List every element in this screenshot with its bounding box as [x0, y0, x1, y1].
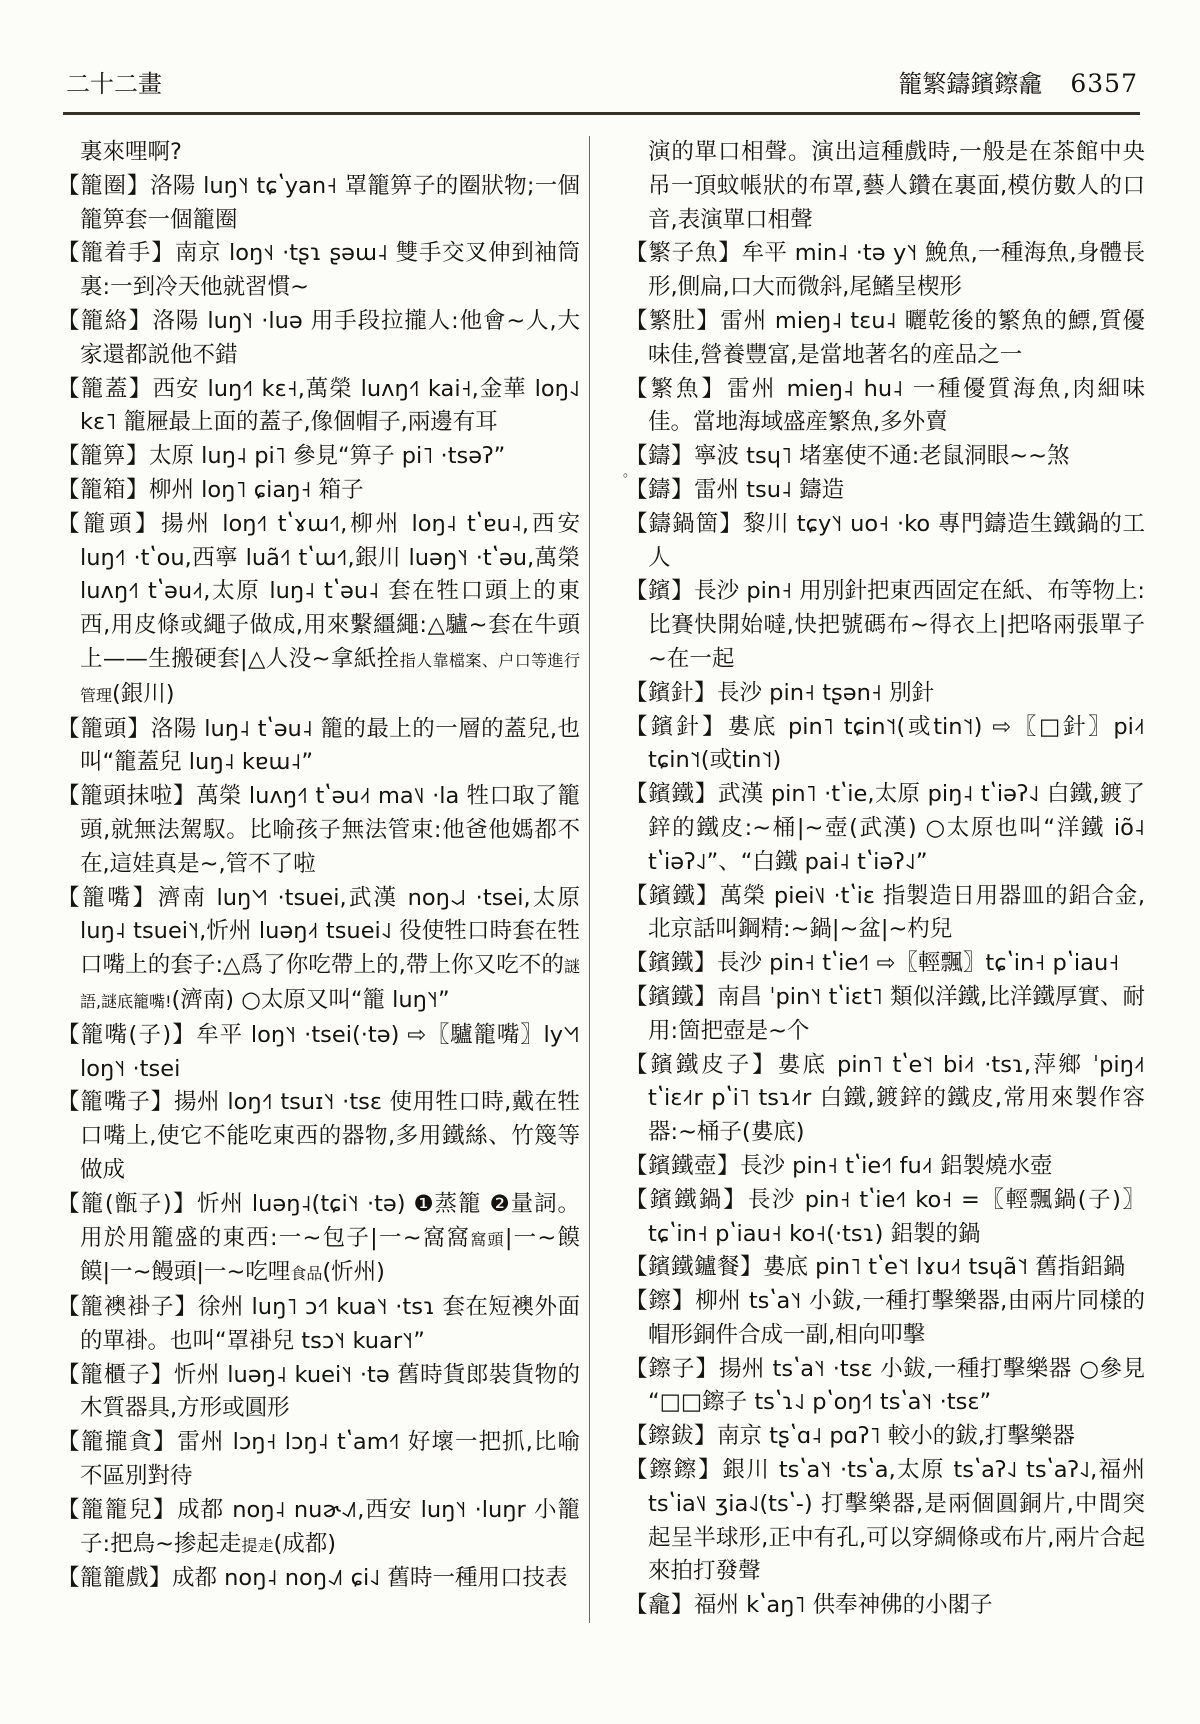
- entry-body-text: 徐州 luŋ˥ ɔ˧˥ kua˥˧ ·tsɿ 套在短襖外面的單褂。也叫“罩褂兒 tsɔ˥˧ kuar˥˧”: [80, 1294, 580, 1354]
- entry-headword: 【鑌鐵鍋】: [625, 1186, 748, 1213]
- entry-headword: 【繁子魚】: [625, 240, 742, 267]
- dictionary-entry: [57, 1359, 580, 1427]
- entry-body-text: 洛陽 luŋ˥˧ ·luə 用手段拉攏人:他會~人,大家還都説他不錯: [80, 307, 580, 368]
- entry-body-text: 成都 noŋ˨ nuɚ˨˩˥,西安 luŋ˥˧ ·luŋr 小籠子:把鳥~掺起走: [80, 1496, 580, 1557]
- entry-headword: 【籠圈】: [57, 172, 151, 199]
- header-rule: [63, 112, 1140, 115]
- entry-note-small: 提走: [241, 1535, 274, 1555]
- dictionary-entry: [57, 1562, 580, 1596]
- entry-note-small: 謎語,謎底籠嘴!: [80, 957, 580, 1011]
- entry-body-text: |一~饃饃|一~饅頭|一~吃哩: [80, 1224, 580, 1286]
- entry-body-text: 長沙 pin˧ tʂən˧ 別針: [717, 679, 935, 706]
- entry-headword: 【籠籠兒】: [57, 1496, 178, 1523]
- entry-body-text: 寧波 tsɥ˥ 堵塞使不通:老鼠洞眼~~煞: [694, 443, 1070, 470]
- entry-headword: 【鑌鐵】: [625, 781, 718, 808]
- left-column: [57, 136, 580, 1623]
- entry-body-text: 長沙 pin˧ tʽie˧˥ ko˧ =〖輕飄鍋(子)〗tɕʽin˧ pʽiau˧ ko˧(·tsɿ) 鋁製的鍋: [648, 1186, 1145, 1247]
- entry-headword: 【籠嘴】: [57, 884, 158, 911]
- entry-body-text: 黎川 tɕy˥˧ uo˧ ·ko 專門鑄造生鐵鍋的工人: [648, 510, 1145, 571]
- entry-body-text: 南昌 ˈpin˥˧ tʽiɛt˥ 類似洋鐵,比洋鐵厚實、耐用:箇把壺是~个: [648, 983, 1145, 1044]
- entry-continuation: [625, 136, 1145, 237]
- entry-body-text: 濟南 luŋ˥˧˥ ·tsuei,武漢 noŋ˨˩˨ ·tsei,太原 luŋ˨ tsuei˥˧,忻州 luəŋ˨˦ tsuei˨˩ 役使牲口時套在牲口嘴上的套子:△爲了你吃帶上的,帶上你又吃不的: [80, 884, 580, 979]
- dictionary-entry: [57, 1019, 580, 1087]
- dictionary-entry: [625, 508, 1145, 576]
- entry-body-text: 演的單口相聲。演出這種戲時,一般是在茶館中央吊一頂蚊帳狀的布罩,藝人鑽在裏面,模仿數人的口音,表演單口相聲: [648, 139, 1145, 233]
- dictionary-entry: [625, 1454, 1145, 1589]
- header-right: [898, 64, 1138, 99]
- dictionary-entry: [57, 440, 580, 474]
- entry-body-text: 長沙 pin˧ tʽie˧˥ fu˨˦ 鋁製燒水壺: [740, 1152, 1053, 1179]
- entry-headword: 【籠箅】: [57, 443, 150, 470]
- entry-body-text: 忻州 luəŋ˨ kuei˥˧ ·tə 舊時貨郎裝貨物的木質器具,方形或圓形: [80, 1361, 580, 1422]
- entry-note-small: 食品: [290, 1264, 323, 1284]
- entry-headword: 【鑔】: [625, 1288, 696, 1315]
- dictionary-entry: [57, 508, 580, 713]
- entry-body-text: (銀川): [112, 680, 175, 707]
- dictionary-entry: [57, 780, 580, 881]
- entry-headword: 【鑌鐵】: [625, 983, 718, 1010]
- entry-headword: 【鑔鈸】: [625, 1423, 718, 1450]
- entry-headword: 【鑔子】: [625, 1355, 719, 1382]
- entry-headword: 【鑄】 。: [625, 443, 694, 469]
- entry-headword: 【籠箱】: [57, 476, 150, 503]
- dictionary-entry: [625, 474, 1145, 508]
- dictionary-entry: [625, 237, 1145, 305]
- entry-headword: 【籠嘴子】: [57, 1089, 175, 1116]
- entry-headword: 【鑄鍋箇】: [625, 510, 743, 537]
- dictionary-entry: [57, 713, 580, 781]
- dictionary-entry: [625, 677, 1145, 711]
- entry-body-text: 洛陽 luŋ˨ tʽəu˨ 籠的最上的一層的蓋兒,也叫“籠蓋兒 luŋ˨ kɐɯ˨”: [80, 715, 580, 776]
- dictionary-entry: [57, 373, 580, 441]
- dictionary-entry: [57, 1188, 580, 1291]
- entry-body-text: 揚州 tsʽa˥˧ ·tsɛ 小鈸,一種打擊樂器 ○參見“□□鑔子 tsʽɿ˨˩ pʽoŋ˧˥ tsʽa˥˧ ·tsɛ”: [648, 1355, 1145, 1416]
- entry-headword: 【籠(甑子)】: [57, 1190, 197, 1217]
- dictionary-entry: [625, 1251, 1145, 1285]
- entry-body-text: 萬榮 piei˥˩ ·tʽiɛ 指製造日用器皿的鋁合金,北京話叫鋼精:~鍋|~盆|~杓兒: [648, 882, 1145, 943]
- entry-body-text: 銀川 tsʽa˥˧ ·tsʽa,太原 tsʽaʔ˨˩ tsʽaʔ˨˩,福州 tsʽia˥˩ ʒia˨˩(tsʽ-) 打擊樂器,是兩個圓銅片,中間突起呈半球形,正中有孔,可以穿綢條或布片,兩片合起來拍打發聲: [648, 1457, 1145, 1585]
- entry-body-text: 洛陽 luŋ˥˧ tɕʽyan˧ 罩籠箅子的圈狀物;一個籠箅套一個籠圈: [80, 172, 580, 233]
- entry-body-text: 長沙 pin˧ 用別針把東西固定在紙、布等物上:比賽快開始噠,快把號碼布~得衣上|把咯兩張單子~在一起: [648, 578, 1145, 672]
- dictionary-entry: [57, 1494, 580, 1563]
- entry-headword: 【繁魚】: [625, 375, 727, 402]
- entry-body-text: 揚州 loŋ˧˥ tʽɤɯ˧˥,柳州 loŋ˨ tʽɐu˨,西安 luŋ˧˥ ·tʽou,西寧 luã˧˥ tʽɯ˧˥,銀川 luəŋ˥˧ ·tʽəu,萬榮 luʌŋ˧˥ tʽəu˨˦,太原 luŋ˨ tʽəu˨ 套在牲口頭上的東西,用皮條或繩子做成,用來繫繮繩:△驢~套在牛頭上——生搬硬套|△人没~拿紙拴: [80, 510, 580, 672]
- entry-body-text: (忻州): [322, 1259, 385, 1286]
- entry-body-text: 揚州 loŋ˧˥ tsuɪ˥˧ ·tsɛ 使用牲口時,戴在牲口嘴上,使它不能吃東西的器物,多用鐵絲、竹篾等做成: [80, 1089, 580, 1183]
- dictionary-entry: [625, 373, 1145, 441]
- page-header: [66, 64, 1138, 99]
- entry-headword: 【籠蓋】: [57, 375, 153, 402]
- dictionary-entry: [57, 474, 580, 508]
- entry-headword: 【鑌鐵皮子】: [625, 1051, 778, 1078]
- dictionary-entry: [57, 305, 580, 373]
- dictionary-entry: [625, 1285, 1145, 1353]
- entry-headword: 【籠頭抹啦】: [57, 783, 197, 810]
- entry-headword: 【鑌鐵鑪餐】: [625, 1254, 764, 1281]
- entry-continuation: [57, 136, 580, 170]
- entry-body-text: 南京 loŋ˦˨ ·tʂɿ ʂəɯ˨ 雙手交叉伸到袖筒裏:一到冷天他就習慣~: [80, 240, 580, 301]
- text-columns: [57, 136, 1145, 1623]
- entry-headword: 【籠頭】: [57, 715, 151, 742]
- entry-body-text: 牟平 min˨ ·tə y˥˧ 鮸魚,一種海魚,身體長形,側扁,口大而微斜,尾鰭呈楔形: [648, 240, 1145, 301]
- entry-body-text: 西安 luŋ˧˥ kɛ˧,萬榮 luʌŋ˧˥ kai˧,金華 loŋ˨˩ kɛ˥ 籠屜最上面的蓋子,像個帽子,兩邊有耳: [80, 375, 580, 436]
- entry-headword: 【籠攏貪】: [57, 1429, 178, 1456]
- column-divider: [589, 136, 590, 1623]
- dictionary-entry: [57, 1426, 580, 1494]
- entry-body-text: 雷州 tsu˨ 鑄造: [694, 476, 845, 503]
- dictionary-entry: [57, 170, 580, 238]
- entry-headword: 【鑌鐵壺】: [625, 1152, 741, 1179]
- dictionary-entry: [57, 882, 580, 1019]
- guide-words: 籠繁鑄鑌鑔龕: [898, 70, 1043, 98]
- section-title: 二十二畫: [66, 70, 162, 98]
- entry-body-text: (成都): [273, 1530, 337, 1557]
- entry-headword: 【鑌鐵】: [625, 882, 720, 909]
- entry-headword: 【鑔鑔】: [625, 1457, 723, 1484]
- entry-note-small: 指人靠檔案、户口等進行管理: [80, 650, 580, 705]
- entry-body-text: 柳州 loŋ˥ ɕiaŋ˧ 箱子: [149, 476, 364, 503]
- dictionary-entry: [625, 440, 1145, 474]
- entry-headword: 【籠頭】: [57, 510, 162, 537]
- entry-body-text: 萬榮 luʌŋ˧˥ tʽəu˨˦ ma˥˩ ·la 牲口取了籠頭,就無法駕馭。比喻孩子無法管束:他爸他媽都不在,這娃真是~,管不了啦: [80, 783, 580, 877]
- entry-headword: 【籠嘴(子)】: [57, 1021, 197, 1048]
- entry-headword: 【龕】: [625, 1592, 695, 1619]
- dictionary-entry: [625, 711, 1145, 779]
- entry-body-text: 太原 luŋ˨ pi˥ 參見“箅子 pi˥ ·tsəʔ”: [149, 443, 506, 470]
- entry-headword: 【籠櫃子】: [57, 1361, 174, 1388]
- entry-body-text: 牟平 loŋ˥˧ ·tsei(·tə) ⇨〖驢籠嘴〗ly˥˧˥ loŋ˥˧ ·tsei: [80, 1021, 580, 1082]
- entry-body-text: 雷州 mieŋ˨ hu˨ 一種優質海魚,肉細味佳。當地海域盛産繁魚,多外賣: [648, 375, 1145, 436]
- dictionary-entry: [625, 778, 1145, 879]
- entry-headword: 【鑌鐵】: [625, 950, 718, 977]
- dictionary-entry: [57, 1291, 580, 1359]
- dictionary-entry: [625, 1353, 1145, 1421]
- dictionary-entry: [625, 981, 1145, 1049]
- entry-headword: 【繁肚】: [625, 307, 721, 334]
- entry-headword: 【籠籠戲】: [57, 1565, 173, 1592]
- dictionary-entry: [625, 947, 1145, 981]
- entry-body-text: 長沙 pin˧ tʽie˧˥ ⇨〖輕飄〗tɕʽin˧ pʽiau˧: [717, 950, 1120, 977]
- dictionary-entry: [625, 880, 1145, 948]
- entry-headword: 【鑄】: [625, 476, 695, 503]
- dictionary-entry: [57, 1086, 580, 1187]
- entry-headword: 【籠襖褂子】: [57, 1294, 198, 1321]
- entry-body-text: 婁底 pin˥ tɕin˥˦(或tin˥˦) ⇨〖□針〗pi˨˦ tɕin˥˦(或tin˥˦): [648, 713, 1145, 774]
- dictionary-entry: [625, 1589, 1145, 1623]
- entry-body-text: 雷州 mieŋ˨ tɛu˨ 曬乾後的繁魚的鰾,質優味佳,營養豐富,是當地著名的産品之一: [648, 307, 1145, 368]
- dictionary-entry: [625, 1420, 1145, 1454]
- entry-body-text: 武漢 pin˥ ·tʽie,太原 piŋ˨ tʽiəʔ˨˩ 白鐵,鍍了鋅的鐵皮:~桶|~壺(武漢) ○太原也叫“洋鐵 iõ˨ tʽiəʔ˨˩”、“白鐵 pai˨ tʽiəʔ˨˩”: [648, 781, 1145, 875]
- entry-headword: 【鑌】: [625, 578, 695, 605]
- entry-body-text: 忻州 luəŋ˨(tɕi˥˧ ·tə) ❶蒸籠 ❷量詞。用於用籠盛的東西:一~包子|一~窩窩: [80, 1190, 580, 1251]
- page-number: 6357: [1070, 69, 1138, 98]
- entry-body-text: 雷州 lɔŋ˧ lɔŋ˨ tʽam˧˥ 好壞一把抓,比喻不區別對待: [80, 1429, 580, 1490]
- dictionary-entry: [625, 1049, 1145, 1150]
- entry-body-text: 婁底 pin˥ tʽe˥˦ lɤu˨˦ tsɥã˥˦ 舊指鋁鍋: [763, 1254, 1126, 1281]
- dictionary-entry: [57, 237, 580, 305]
- dictionary-entry: [625, 305, 1145, 373]
- entry-body-text: 婁底 pin˥ tʽe˥˦ bi˨˦ ·tsɿ,萍鄉 ˈpiŋ˨˦ tʽiɛ˨˦r pʽi˥ tsɿ˨˦r 白鐵,鍍鋅的鐵皮,常用來製作容器:~桶子(婁底): [648, 1051, 1145, 1146]
- entry-headword: 【鑌針】: [625, 713, 728, 740]
- dictionary-entry: [625, 575, 1145, 676]
- dictionary-entry: [625, 1150, 1145, 1184]
- entry-body-text: 南京 tʂʽɑ˨ pɑʔ˥ 較小的鈸,打擊樂器: [717, 1423, 1075, 1450]
- entry-headword: 【鑌針】: [625, 679, 718, 706]
- entry-headword: 【籠絡】: [57, 307, 153, 334]
- right-column: [625, 136, 1145, 1623]
- entry-body-text: 福州 kʽaŋ˥ 供奉神佛的小閣子: [694, 1592, 993, 1619]
- entry-body-text: (濟南) ○太原又叫“籠 luŋ˥˧”: [171, 986, 450, 1013]
- entry-body-text: 柳州 tsʽa˥˧ 小鈸,一種打擊樂器,由兩片同樣的帽形銅件合成一副,相向叩擊: [648, 1288, 1145, 1348]
- entry-body-text: 成都 noŋ˨ noŋ˨˩˥ ɕi˨˩ 舊時一種用口技表: [172, 1565, 568, 1592]
- entry-note-small: 窩頭: [470, 1229, 505, 1249]
- entry-body-text: 裏來哩啊?: [80, 139, 182, 165]
- entry-headword: 【籠着手】: [57, 240, 175, 267]
- dictionary-entry: [625, 1184, 1145, 1252]
